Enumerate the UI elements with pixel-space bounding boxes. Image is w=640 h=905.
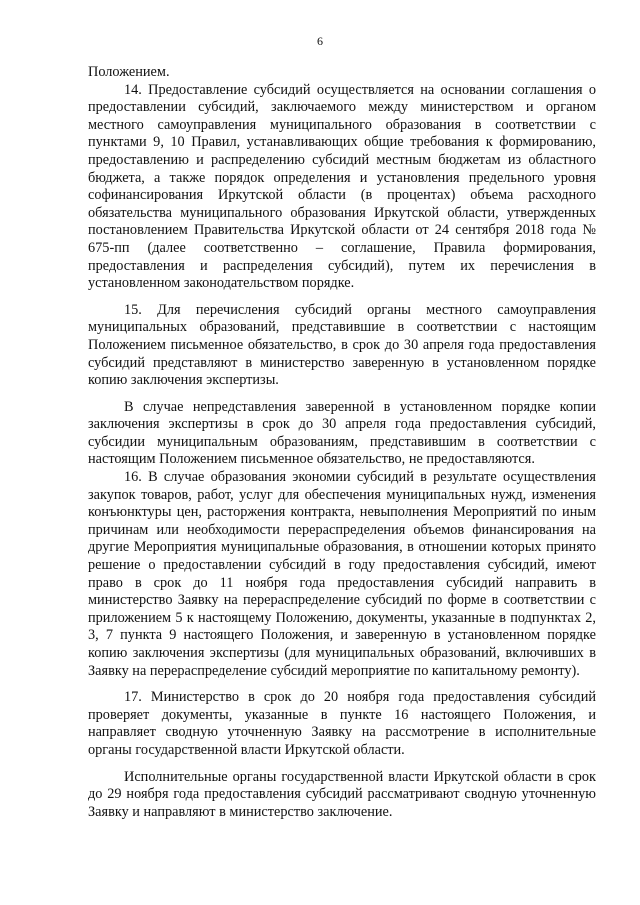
page-number: 6 [317, 34, 323, 48]
paragraph-item-15: 15. Для перечисления субсидий органы местного самоуправления муниципальных образований, представившие в соответствии с настоящим Положением письменное обязательство, в срок до 30 апреля года предоставления субсидий представляют в министерство заверенную в установленном порядке копию заключения экспертизы. [88, 301, 596, 389]
paragraph-item-15-note: В случае непредставления заверенной в установленном порядке копии заключения экспертизы в срок до 30 апреля года предоставления субсидий, субсидии муниципальным образованиям, представившим в соответствии с настоящим Положением письменное обязательство, не предоставляются. [88, 398, 596, 468]
paragraph-item-17: 17. Министерство в срок до 20 ноября года предоставления субсидий проверяет документы, указанные в пункте 16 настоящего Положения, и направляет сводную уточненную Заявку на рассмотрение в исполнительные органы государственной власти Иркутской области. [88, 689, 596, 758]
paragraph-item-16: 16. В случае образования экономии субсидий в результате осуществления закупок товаров, работ, услуг для обеспечения муниципальных нужд, изменения конъюнктуры цен, расторжения контракта, невыполнения Мероприятий по иным причинам или необходимости перераспределения объемов финансирования на другие Мероприятия муниципальные образования, в отношении которых принято решение о предоставлении субсидий в году предоставления субсидий, имеют право в срок до 11 ноября года предоставления субсидий направить в министерство Заявку на перераспределение субсидий по форме в соответствии с приложением 5 к настоящему Положению, документы, указанные в подпунктах 2, 3, 7 пункта 9 настоящего Положения, и заверенную в установленном порядке копию заключения экспертизы (для муниципальных образований, включивших в Заявку на перераспределение субсидий мероприятие по капитальному ремонту). [88, 469, 596, 679]
paragraph-continuation: Положением. [88, 64, 170, 80]
paragraph-item-17-note: Исполнительные органы государственной власти Иркутской области в срок до 29 ноября года предоставления субсидий рассматривают сводную уточненную Заявку и направляют в министерство заключение. [88, 768, 596, 820]
document-body [88, 64, 596, 821]
paragraph-item-14: 14. Предоставление субсидий осуществляется на основании соглашения о предоставлении субсидий, заключаемого между министерством и органом местного самоуправления муниципального образования в соответствии с пунктами 9, 10 Правил, устанавливающих общие требования к формированию, предоставлению и распределению субсидий местным бюджетам из областного бюджета, а также порядок определения и установления предельного уровня софинансирования Иркутской области (в процентах) объема расходного обязательства муниципального образования Иркутской области, утвержденных постановлением Правительства Иркутской области от 24 сентября 2018 года № 675-пп (далее соответственно – соглашение, Правила формирования, предоставления и распределения субсидий), путем их перечисления в установленном законодательством порядке. [88, 81, 596, 292]
